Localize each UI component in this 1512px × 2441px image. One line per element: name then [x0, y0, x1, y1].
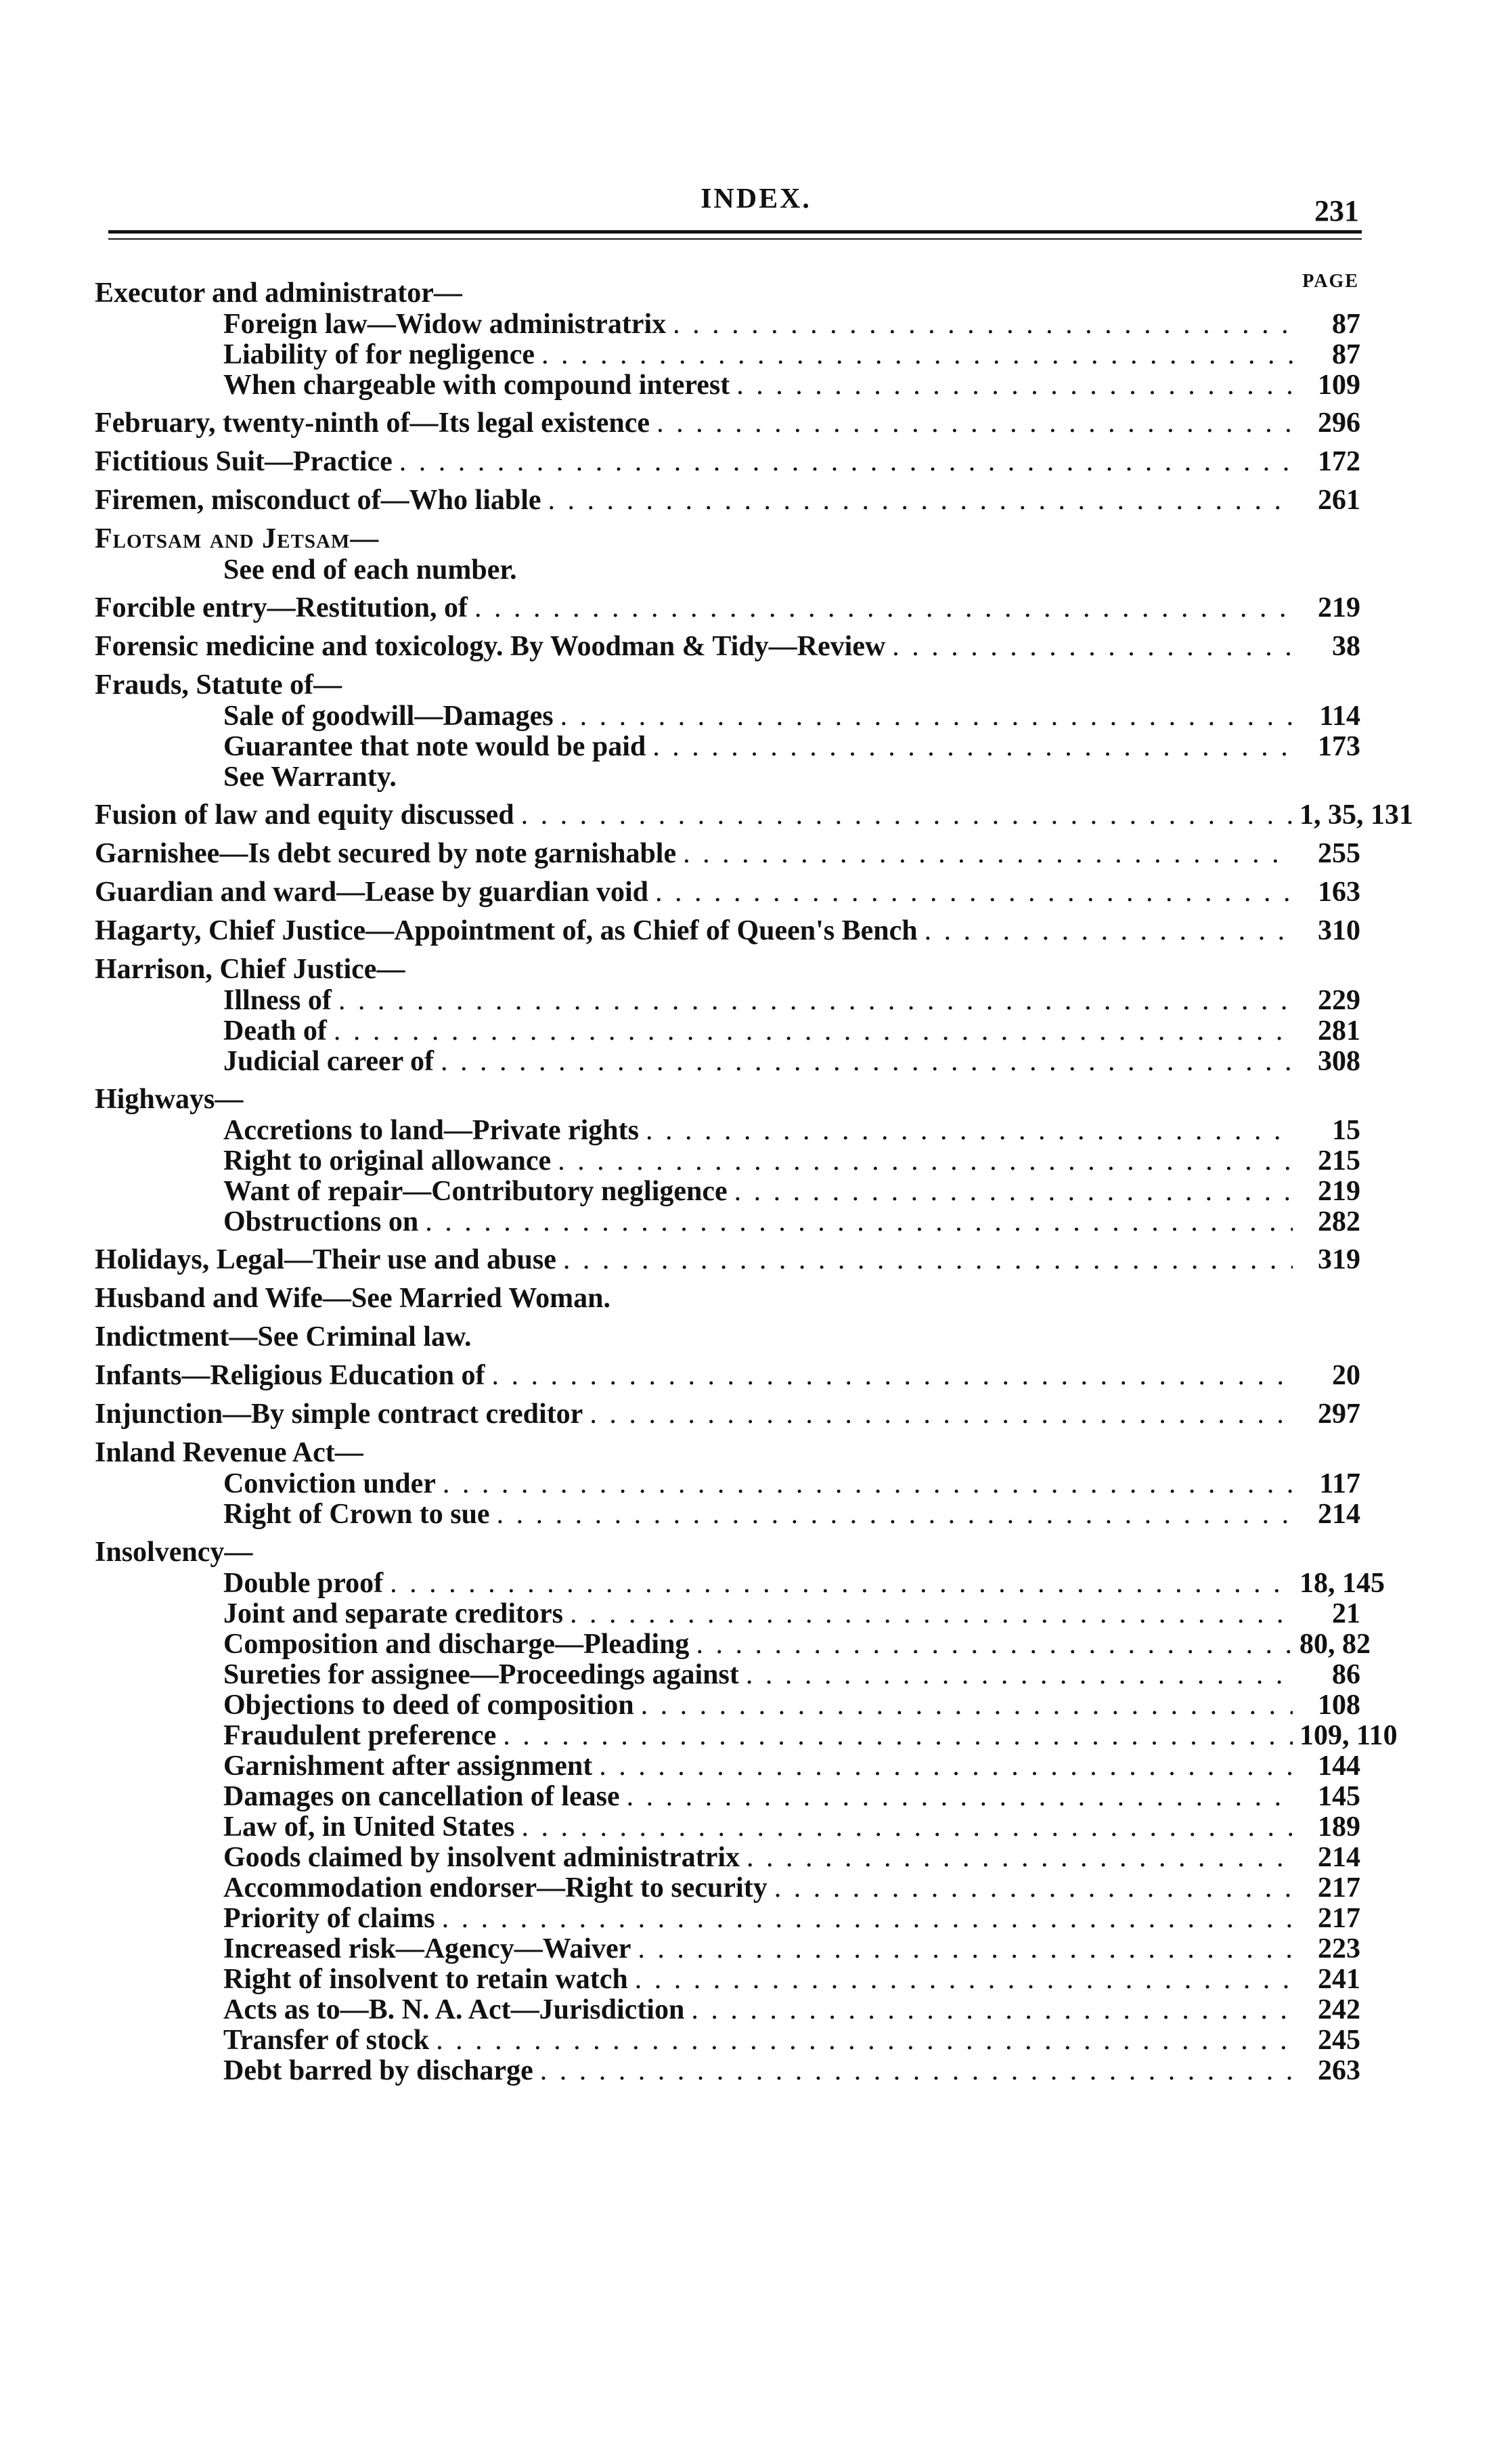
entry-page-ref: 172 [1318, 446, 1360, 477]
index-entry [95, 446, 1360, 478]
subentry-page-ref: 108 [1318, 1690, 1360, 1721]
subentry-text: Right of insolvent to retain watch [223, 1964, 628, 1995]
dot-leader [441, 1047, 1293, 1077]
subentry-page-ref: 144 [1318, 1751, 1360, 1782]
entry-page-ref: 255 [1318, 838, 1360, 869]
entry-heading-line [95, 799, 1413, 831]
entry-heading-line [95, 1360, 1360, 1392]
subentry-line [95, 340, 1360, 370]
subentry-page-ref: 117 [1319, 1468, 1360, 1499]
index-subentry [95, 1964, 1360, 1995]
subentry-line [95, 1873, 1360, 1904]
subentry-line [95, 1782, 1360, 1812]
subentry-line [95, 1047, 1360, 1077]
dot-leader [747, 1843, 1293, 1873]
dot-leader [599, 1751, 1293, 1782]
entry-heading-line [95, 1399, 1360, 1430]
dot-leader [540, 2056, 1293, 2086]
entry-heading-line [95, 1084, 1360, 1116]
subentry-text: See end of each number. [223, 554, 517, 586]
subentry-text: Garnishment after assignment [223, 1751, 593, 1782]
subentry-page-ref: 281 [1318, 1015, 1360, 1047]
subentry-line [95, 1964, 1360, 1995]
subentry-line [95, 1995, 1360, 2025]
subentry-line [95, 1469, 1360, 1499]
index-subentry [95, 1599, 1360, 1629]
dot-leader [558, 1146, 1293, 1176]
subentry-line [95, 1843, 1360, 1873]
dot-leader [652, 732, 1293, 762]
dot-leader [691, 1995, 1293, 2025]
subentry-text: Transfer of stock [223, 2025, 430, 2056]
subentry-page-ref: 229 [1318, 985, 1360, 1016]
entry-heading: Forcible entry—Restitution, of [95, 592, 468, 623]
subentry-text: Accommodation endorser—Right to security [223, 1872, 768, 1904]
index-subentry [95, 1751, 1360, 1782]
subentry-line [95, 1690, 1360, 1721]
index-entry [95, 592, 1360, 624]
index-entry [95, 838, 1360, 870]
index-entry [95, 631, 1360, 663]
subentry-page-ref: 217 [1318, 1872, 1360, 1904]
subentry-line [95, 2056, 1360, 2086]
dot-leader [436, 2025, 1293, 2056]
dot-leader [736, 370, 1293, 401]
entry-page-ref: 261 [1318, 485, 1360, 516]
subentry-text: Right of Crown to sue [223, 1499, 490, 1530]
index-subentry [95, 1720, 1398, 1751]
entry-page-ref: 297 [1318, 1399, 1360, 1430]
subentry-line [95, 2025, 1360, 2056]
index-subentry [95, 986, 1360, 1016]
index-subentry [95, 2056, 1360, 2086]
dot-leader [746, 1660, 1293, 1690]
dot-leader [655, 877, 1293, 908]
index-entry [95, 954, 1360, 1077]
subentry-page-ref: 214 [1318, 1842, 1360, 1873]
subentry-line [95, 1934, 1360, 1964]
dot-leader [503, 1721, 1293, 1751]
entry-heading-line [95, 631, 1360, 663]
dot-leader [657, 408, 1293, 439]
subentry-text: Foreign law—Widow administratrix [223, 309, 667, 340]
header-rule-thin [108, 238, 1362, 240]
index-entry [95, 1283, 1360, 1315]
entry-page-ref: 310 [1318, 915, 1360, 946]
dot-leader [334, 1016, 1293, 1047]
dot-leader [635, 1964, 1293, 1995]
index-entry [95, 915, 1360, 947]
subentry-page-ref: 217 [1318, 1903, 1360, 1934]
subentry-line [95, 1207, 1360, 1237]
index-entry [95, 1437, 1360, 1530]
subentry-line [95, 1146, 1360, 1176]
header-rule-thick [108, 230, 1362, 234]
subentry-text: Law of, in United States [223, 1811, 515, 1843]
entry-heading: Harrison, Chief Justice— [95, 954, 405, 985]
index-subentry [95, 370, 1360, 401]
subentry-page-ref: 189 [1318, 1811, 1360, 1843]
entry-heading: Firemen, misconduct of—Who liable [95, 485, 541, 516]
subentry-text: Want of repair—Contributory negligence [223, 1176, 728, 1207]
subentry-page-ref: 223 [1318, 1933, 1360, 1964]
index-entry [95, 669, 1360, 793]
entry-page-ref: 163 [1318, 877, 1360, 908]
index-subentry [95, 1499, 1360, 1530]
dot-leader [696, 1629, 1293, 1660]
index-subentry [95, 555, 1360, 586]
entry-heading-line [95, 915, 1360, 947]
entry-heading: Infants—Religious Education of [95, 1360, 485, 1391]
page-number: 231 [1314, 194, 1359, 227]
subentry-text: Double proof [223, 1568, 384, 1599]
subentry-line [95, 1499, 1360, 1530]
subentry-page-ref: 15 [1332, 1115, 1360, 1146]
subentry-text: Debt barred by discharge [223, 2055, 533, 2086]
dot-leader [491, 1360, 1293, 1392]
index-entry [95, 1399, 1360, 1430]
dot-leader [474, 592, 1293, 624]
subentry-text: Increased risk—Agency—Waiver [223, 1933, 631, 1964]
index-subentry [95, 762, 1360, 793]
subentry-line [95, 555, 1360, 586]
index-entry [95, 799, 1413, 831]
subentry-text: Death of [223, 1015, 327, 1047]
subentry-text: Illness of [223, 985, 332, 1016]
dot-leader [425, 1207, 1293, 1237]
entry-heading: Garnishee—Is debt secured by note garnishable [95, 838, 677, 869]
dot-leader [638, 1934, 1293, 1964]
entry-page-ref: 1, 35, 131 [1299, 799, 1413, 831]
dot-leader [563, 1244, 1293, 1276]
dot-leader [443, 1469, 1293, 1499]
dot-leader [683, 838, 1293, 870]
dot-leader [399, 446, 1293, 478]
index-entry [95, 408, 1360, 439]
subentry-page-ref: 245 [1318, 2025, 1360, 2056]
index-entry [95, 1084, 1360, 1237]
entry-heading-line [95, 838, 1360, 870]
entry-heading-line [95, 408, 1360, 439]
subentry-text: Guarantee that note would be paid [223, 731, 646, 762]
entry-heading: Highways— [95, 1084, 244, 1115]
subentry-text: When chargeable with compound interest [223, 370, 730, 401]
index-subentry [95, 732, 1360, 762]
subentry-text: Liability of for negligence [223, 339, 535, 370]
dot-leader [390, 1568, 1293, 1599]
subentry-line [95, 1016, 1360, 1047]
dot-leader [521, 799, 1293, 831]
subentry-text: Damages on cancellation of lease [223, 1781, 620, 1812]
subentry-text: Acts as to—B. N. A. Act—Jurisdiction [223, 1994, 685, 2025]
entry-heading-line [95, 485, 1360, 516]
index-subentry [95, 1016, 1360, 1047]
dot-leader [892, 631, 1293, 663]
entry-heading: February, twenty-ninth of—Its legal existence [95, 408, 650, 439]
entry-heading: Frauds, Statute of— [95, 669, 342, 701]
entry-heading: Indictment—See Criminal law. [95, 1321, 472, 1353]
subentry-text: Right to original allowance [223, 1145, 552, 1176]
index-entry [95, 1321, 1360, 1353]
subentry-line [95, 1751, 1360, 1782]
subentry-page-ref: 18, 145 [1299, 1568, 1385, 1599]
index-entry [95, 485, 1360, 516]
entry-heading-line [95, 1321, 1360, 1353]
dot-leader [548, 485, 1293, 516]
index-subentry [95, 1690, 1360, 1721]
entry-page-ref: 38 [1332, 631, 1360, 662]
subentry-page-ref: 219 [1318, 1176, 1360, 1207]
subentry-page-ref: 308 [1318, 1046, 1360, 1077]
index-subentry [95, 1843, 1360, 1873]
subentry-text: See Warranty. [223, 762, 397, 793]
subentry-page-ref: 109, 110 [1299, 1720, 1398, 1751]
subentry-page-ref: 214 [1318, 1499, 1360, 1530]
dot-leader [673, 309, 1293, 340]
subentry-page-ref: 145 [1318, 1781, 1360, 1812]
subentry-page-ref: 263 [1318, 2055, 1360, 2086]
entry-heading-line [95, 1437, 1360, 1469]
index-subentry [95, 1934, 1360, 1964]
subentry-text: Goods claimed by insolvent administratrix [223, 1842, 740, 1873]
subentry-line [95, 1629, 1371, 1660]
entry-heading-line [95, 592, 1360, 624]
entry-heading: Executor and administrator— [95, 278, 462, 309]
entry-heading: Fusion of law and equity discussed [95, 799, 514, 831]
dot-leader [590, 1399, 1293, 1430]
entry-heading-line [95, 877, 1360, 908]
subentry-page-ref: 173 [1318, 731, 1360, 762]
index-subentry [95, 701, 1360, 732]
entry-heading: Flotsam and Jetsam— [95, 523, 380, 554]
entry-heading-line [95, 1283, 1360, 1315]
entry-heading: Inland Revenue Act— [95, 1437, 363, 1468]
subentry-page-ref: 241 [1318, 1964, 1360, 1995]
index-entry [95, 877, 1360, 908]
subentry-text: Conviction under [223, 1468, 436, 1499]
entry-heading-line [95, 446, 1360, 478]
subentry-page-ref: 21 [1332, 1598, 1360, 1629]
index-subentry [95, 340, 1360, 370]
subentry-line [95, 1720, 1398, 1751]
entry-heading-line [95, 1244, 1360, 1276]
index-entry [95, 1360, 1360, 1392]
dot-leader [641, 1690, 1293, 1721]
entry-heading: Husband and Wife—See Married Woman. [95, 1283, 610, 1314]
entry-heading: Holidays, Legal—Their use and abuse [95, 1244, 556, 1275]
index-subentry [95, 1207, 1360, 1237]
index-subentry [95, 1568, 1385, 1599]
entry-heading-line [95, 278, 1360, 309]
index-subentry [95, 1995, 1360, 2025]
entry-heading-line [95, 669, 1360, 701]
index-subentry [95, 2025, 1360, 2056]
subentry-line [95, 1116, 1360, 1146]
entry-heading: Fictitious Suit—Practice [95, 446, 393, 477]
dot-leader [560, 701, 1293, 732]
entry-page-ref: 219 [1318, 592, 1360, 623]
entry-heading: Injunction—By simple contract creditor [95, 1399, 583, 1430]
index-entry [95, 1537, 1398, 2086]
subentry-line [95, 1599, 1360, 1629]
entry-page-ref: 20 [1332, 1360, 1360, 1391]
index-subentry [95, 309, 1360, 340]
entry-heading: Hagarty, Chief Justice—Appointment of, as Chief of Queen's Bench [95, 915, 918, 946]
subentry-text: Composition and discharge—Pleading [223, 1629, 690, 1660]
subentry-text: Judicial career of [223, 1046, 435, 1077]
index-subentry [95, 1047, 1360, 1077]
subentry-text: Priority of claims [223, 1903, 435, 1934]
subentry-page-ref: 109 [1318, 370, 1360, 401]
subentry-line [95, 370, 1360, 401]
subentry-page-ref: 114 [1319, 701, 1360, 732]
index-subentry [95, 1629, 1371, 1660]
subentry-line [95, 1568, 1385, 1599]
subentry-page-ref: 282 [1318, 1206, 1360, 1237]
subentry-line [95, 1812, 1360, 1843]
entry-heading-line [95, 523, 1360, 555]
subentry-page-ref: 86 [1332, 1659, 1360, 1690]
subentry-text: Joint and separate creditors [223, 1598, 564, 1629]
entry-heading: Guardian and ward—Lease by guardian void [95, 877, 649, 908]
subentry-line [95, 309, 1360, 340]
entry-heading: Insolvency— [95, 1537, 253, 1568]
subentry-text: Fraudulent preference [223, 1720, 497, 1751]
dot-leader [497, 1499, 1293, 1530]
entry-heading: Forensic medicine and toxicology. By Woodman & Tidy—Review [95, 631, 886, 662]
entry-page-ref: 319 [1318, 1244, 1360, 1275]
index-entry [95, 523, 1360, 586]
subentry-page-ref: 80, 82 [1299, 1629, 1371, 1660]
page-column-label: PAGE [1302, 271, 1359, 292]
index-entry [95, 1244, 1360, 1276]
index-subentry [95, 1469, 1360, 1499]
subentry-line [95, 701, 1360, 732]
entry-heading-line [95, 1537, 1360, 1568]
index-entry [95, 278, 1360, 401]
index-list [95, 278, 1413, 2086]
subentry-text: Objections to deed of composition [223, 1690, 634, 1721]
dot-leader [734, 1176, 1293, 1207]
subentry-line [95, 1660, 1360, 1690]
entry-page-ref: 296 [1318, 408, 1360, 439]
dot-leader [338, 986, 1293, 1016]
subentry-line [95, 986, 1360, 1016]
subentry-text: Obstructions on [223, 1206, 419, 1237]
subentry-page-ref: 215 [1318, 1145, 1360, 1176]
subentry-line [95, 732, 1360, 762]
subentry-text: Accretions to land—Private rights [223, 1115, 639, 1146]
dot-leader [646, 1116, 1293, 1146]
subentry-line [95, 1176, 1360, 1207]
subentry-page-ref: 242 [1318, 1994, 1360, 2025]
index-subentry [95, 1660, 1360, 1690]
dot-leader [522, 1812, 1293, 1843]
subentry-page-ref: 87 [1332, 339, 1360, 370]
subentry-page-ref: 87 [1332, 309, 1360, 340]
index-subentry [95, 1146, 1360, 1176]
dot-leader [925, 915, 1293, 947]
dot-leader [570, 1599, 1293, 1629]
subentry-line [95, 762, 1360, 793]
subentry-text: Sale of goodwill—Damages [223, 701, 554, 732]
dot-leader [541, 340, 1293, 370]
index-subentry [95, 1873, 1360, 1904]
index-subentry [95, 1812, 1360, 1843]
index-subentry [95, 1782, 1360, 1812]
dot-leader [774, 1873, 1293, 1904]
running-title: INDEX. [701, 183, 811, 215]
subentry-text: Sureties for assignee—Proceedings against [223, 1659, 739, 1690]
subentry-line [95, 1904, 1360, 1934]
index-subentry [95, 1904, 1360, 1934]
index-subentry [95, 1176, 1360, 1207]
index-subentry [95, 1116, 1360, 1146]
dot-leader [627, 1782, 1293, 1812]
entry-heading-line [95, 954, 1360, 986]
dot-leader [442, 1904, 1293, 1934]
